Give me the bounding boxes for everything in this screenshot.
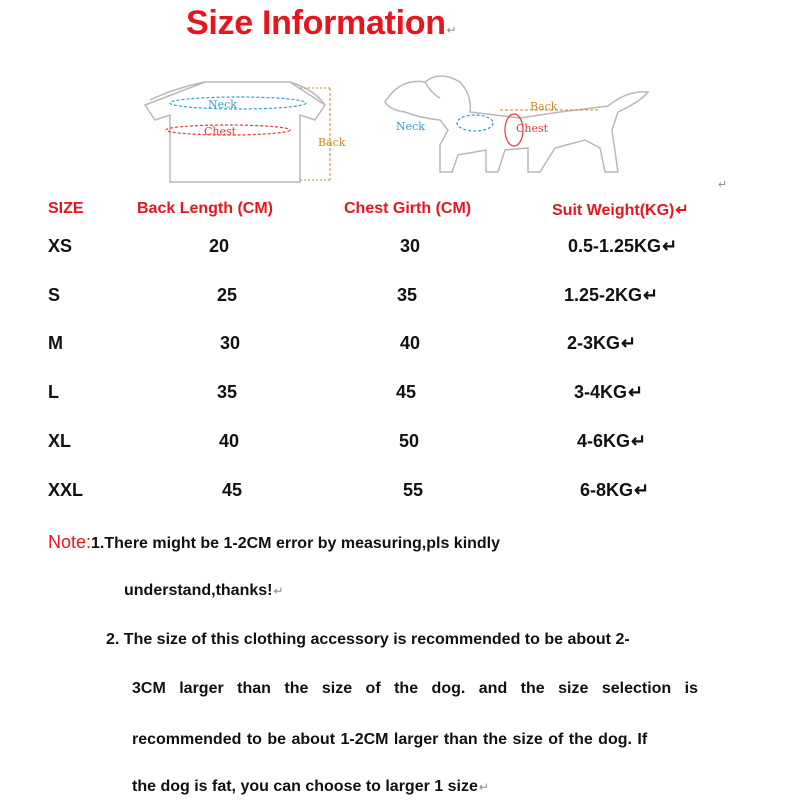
table-row: [0, 236, 800, 266]
measurement-diagram: [0, 60, 800, 200]
back-length-cell: 40: [219, 431, 240, 451]
header-back-length: Back Length (CM): [137, 200, 273, 217]
suit-weight-cell: 3-4KG↵: [574, 382, 644, 402]
back-length-cell: 20: [209, 236, 230, 256]
size-cell: XS: [48, 236, 73, 256]
chest-girth-cell: 30: [400, 236, 421, 256]
dog-back-label: Back: [530, 100, 558, 113]
table-row: [0, 285, 800, 315]
dog-chest-measure: [505, 114, 549, 146]
back-length-cell: 35: [217, 382, 238, 402]
note-line-3: 2. The size of this clothing accessory is recommended to be about 2-: [106, 631, 630, 648]
back-length-cell: 30: [220, 333, 241, 353]
chest-girth-cell: 35: [397, 285, 418, 305]
shirt-chest-measure: [166, 125, 290, 138]
note-line-2: understand,thanks!↵: [124, 582, 284, 599]
shirt-back-label: Back: [318, 136, 346, 149]
chest-girth-cell: 55: [403, 480, 424, 500]
size-table-header: [0, 200, 800, 230]
suit-weight-cell: 6-8KG↵: [580, 480, 650, 500]
dog-neck-measure: [396, 115, 493, 133]
size-cell: S: [48, 285, 61, 305]
size-cell: XXL: [48, 480, 84, 500]
header-size: SIZE: [48, 200, 84, 217]
dog-neck-label: Neck: [396, 120, 425, 133]
diagram-return-mark: ↵: [718, 179, 728, 191]
shirt-neck-measure: [170, 97, 306, 111]
size-cell: M: [48, 333, 63, 353]
size-cell: XL: [48, 431, 72, 451]
note-line-1: Note:1.There might be 1-2CM error by measuring,pls kindly: [48, 532, 501, 552]
chest-girth-cell: 50: [399, 431, 420, 451]
suit-weight-cell: 4-6KG↵: [577, 431, 647, 451]
note-label: Note:: [48, 532, 92, 552]
page-title: Size Information↵: [186, 4, 457, 42]
dog-back-measure: [500, 100, 600, 113]
note-line-6: the dog is fat, you can choose to larger 1 size↵: [132, 778, 489, 795]
table-row: [0, 333, 800, 363]
shirt-chest-label: Chest: [204, 125, 237, 138]
suit-weight-cell: 0.5-1.25KG↵: [568, 236, 678, 256]
header-suit-weight: Suit Weight(KG)↵: [552, 202, 689, 219]
table-row: [0, 431, 800, 461]
back-length-cell: 45: [222, 480, 243, 500]
header-chest-girth: Chest Girth (CM): [344, 200, 472, 217]
table-row: [0, 480, 800, 510]
dog-chest-label: Chest: [516, 122, 549, 135]
suit-weight-cell: 2-3KG↵: [567, 333, 637, 353]
chest-girth-cell: 40: [400, 333, 421, 353]
return-mark: ↵: [446, 23, 457, 37]
size-cell: L: [48, 382, 59, 402]
chest-girth-cell: 45: [396, 382, 417, 402]
shirt-neck-label: Neck: [208, 98, 237, 111]
back-length-cell: 25: [217, 285, 238, 305]
table-row: [0, 382, 800, 412]
note-line-5: recommended to be about 1-2CM larger than the size of the dog. If: [132, 731, 648, 748]
note-line-4: 3CM larger than the size of the dog. and the size selection is: [132, 680, 698, 697]
suit-weight-cell: 1.25-2KG↵: [564, 285, 659, 305]
